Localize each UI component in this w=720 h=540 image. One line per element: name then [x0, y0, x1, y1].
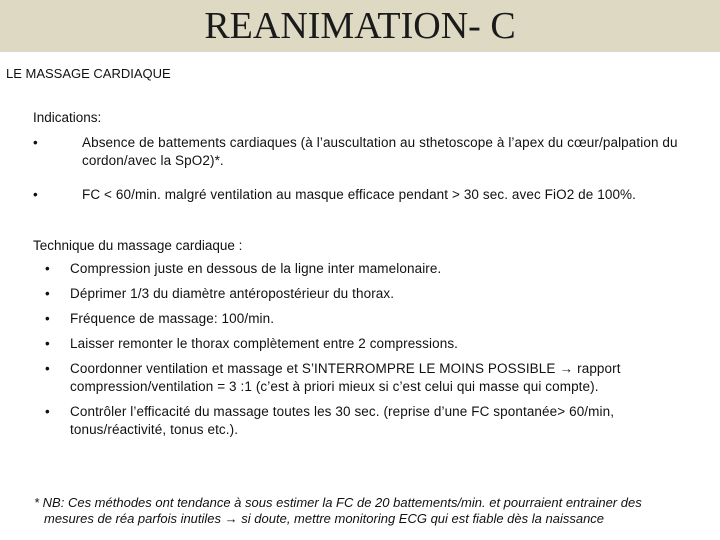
item-text: Laisser remonter le thorax complètement entre 2 compressions. [70, 336, 459, 351]
slide-title: REANIMATION- C [204, 5, 516, 47]
list-item [33, 335, 693, 353]
item-text: Compression juste en dessous de la ligne inter mamelonaire. [70, 261, 442, 276]
bullet: • [45, 261, 50, 276]
item-text: Coordonner ventilation et massage et S’INTERROMPRE LE MOINS POSSIBLE [70, 361, 556, 376]
list-item [33, 260, 693, 278]
bullet: • [45, 336, 50, 351]
indications-label: Indications: [33, 110, 102, 125]
bullet: • [45, 311, 50, 326]
footnote [34, 495, 704, 527]
item-text: Fréquence de massage: 100/min. [70, 311, 275, 326]
arrow-right-icon: → [224, 511, 238, 526]
footnote-text: mesures de réa parfois inutiles [44, 511, 222, 526]
item-text: Contrôler l’efficacité du massage toutes les 30 sec. (reprise d’une FC spontanée> 60/min, tonus/réactivité, tonus etc.). [70, 404, 615, 437]
bullet: • [33, 135, 38, 150]
item-text: FC < 60/min. malgré ventilation au masque efficace pendant > 30 sec. avec FiO2 de 100%. [82, 187, 637, 202]
list-item [33, 186, 693, 204]
arrow-right-icon: → [559, 361, 574, 376]
list-item [33, 310, 693, 328]
bullet: • [45, 404, 50, 419]
list-item [33, 285, 693, 303]
list-item [33, 134, 693, 170]
item-text: rapport compression/ventilation = 3 :1 (c’est à priori mieux si c’est celui qui masse qui compte). [70, 361, 621, 394]
list-item [33, 403, 693, 439]
list-item [33, 360, 693, 396]
technique-label: Technique du massage cardiaque : [33, 238, 243, 253]
bullet: • [33, 187, 38, 202]
footnote-line-1: * NB: Ces méthodes ont tendance à sous estimer la FC de 20 battements/min. et pourraient entrainer des [34, 495, 642, 510]
footnote-text: si doute, mettre monitoring ECG qui est fiable dès la naissance [241, 511, 605, 526]
item-text: Absence de battements cardiaques (à l’auscultation au sthetoscope à l’apex du cœur/palpation du cordon/avec la SpO2)*. [82, 135, 678, 168]
footnote-line-2 [34, 511, 704, 527]
bullet: • [45, 286, 50, 301]
item-text: Déprimer 1/3 du diamètre antéropostérieur du thorax. [70, 286, 395, 301]
bullet: • [45, 361, 50, 376]
technique-list [33, 260, 693, 446]
section-title: LE MASSAGE CARDIAQUE [6, 66, 171, 81]
indications-list [33, 134, 693, 220]
